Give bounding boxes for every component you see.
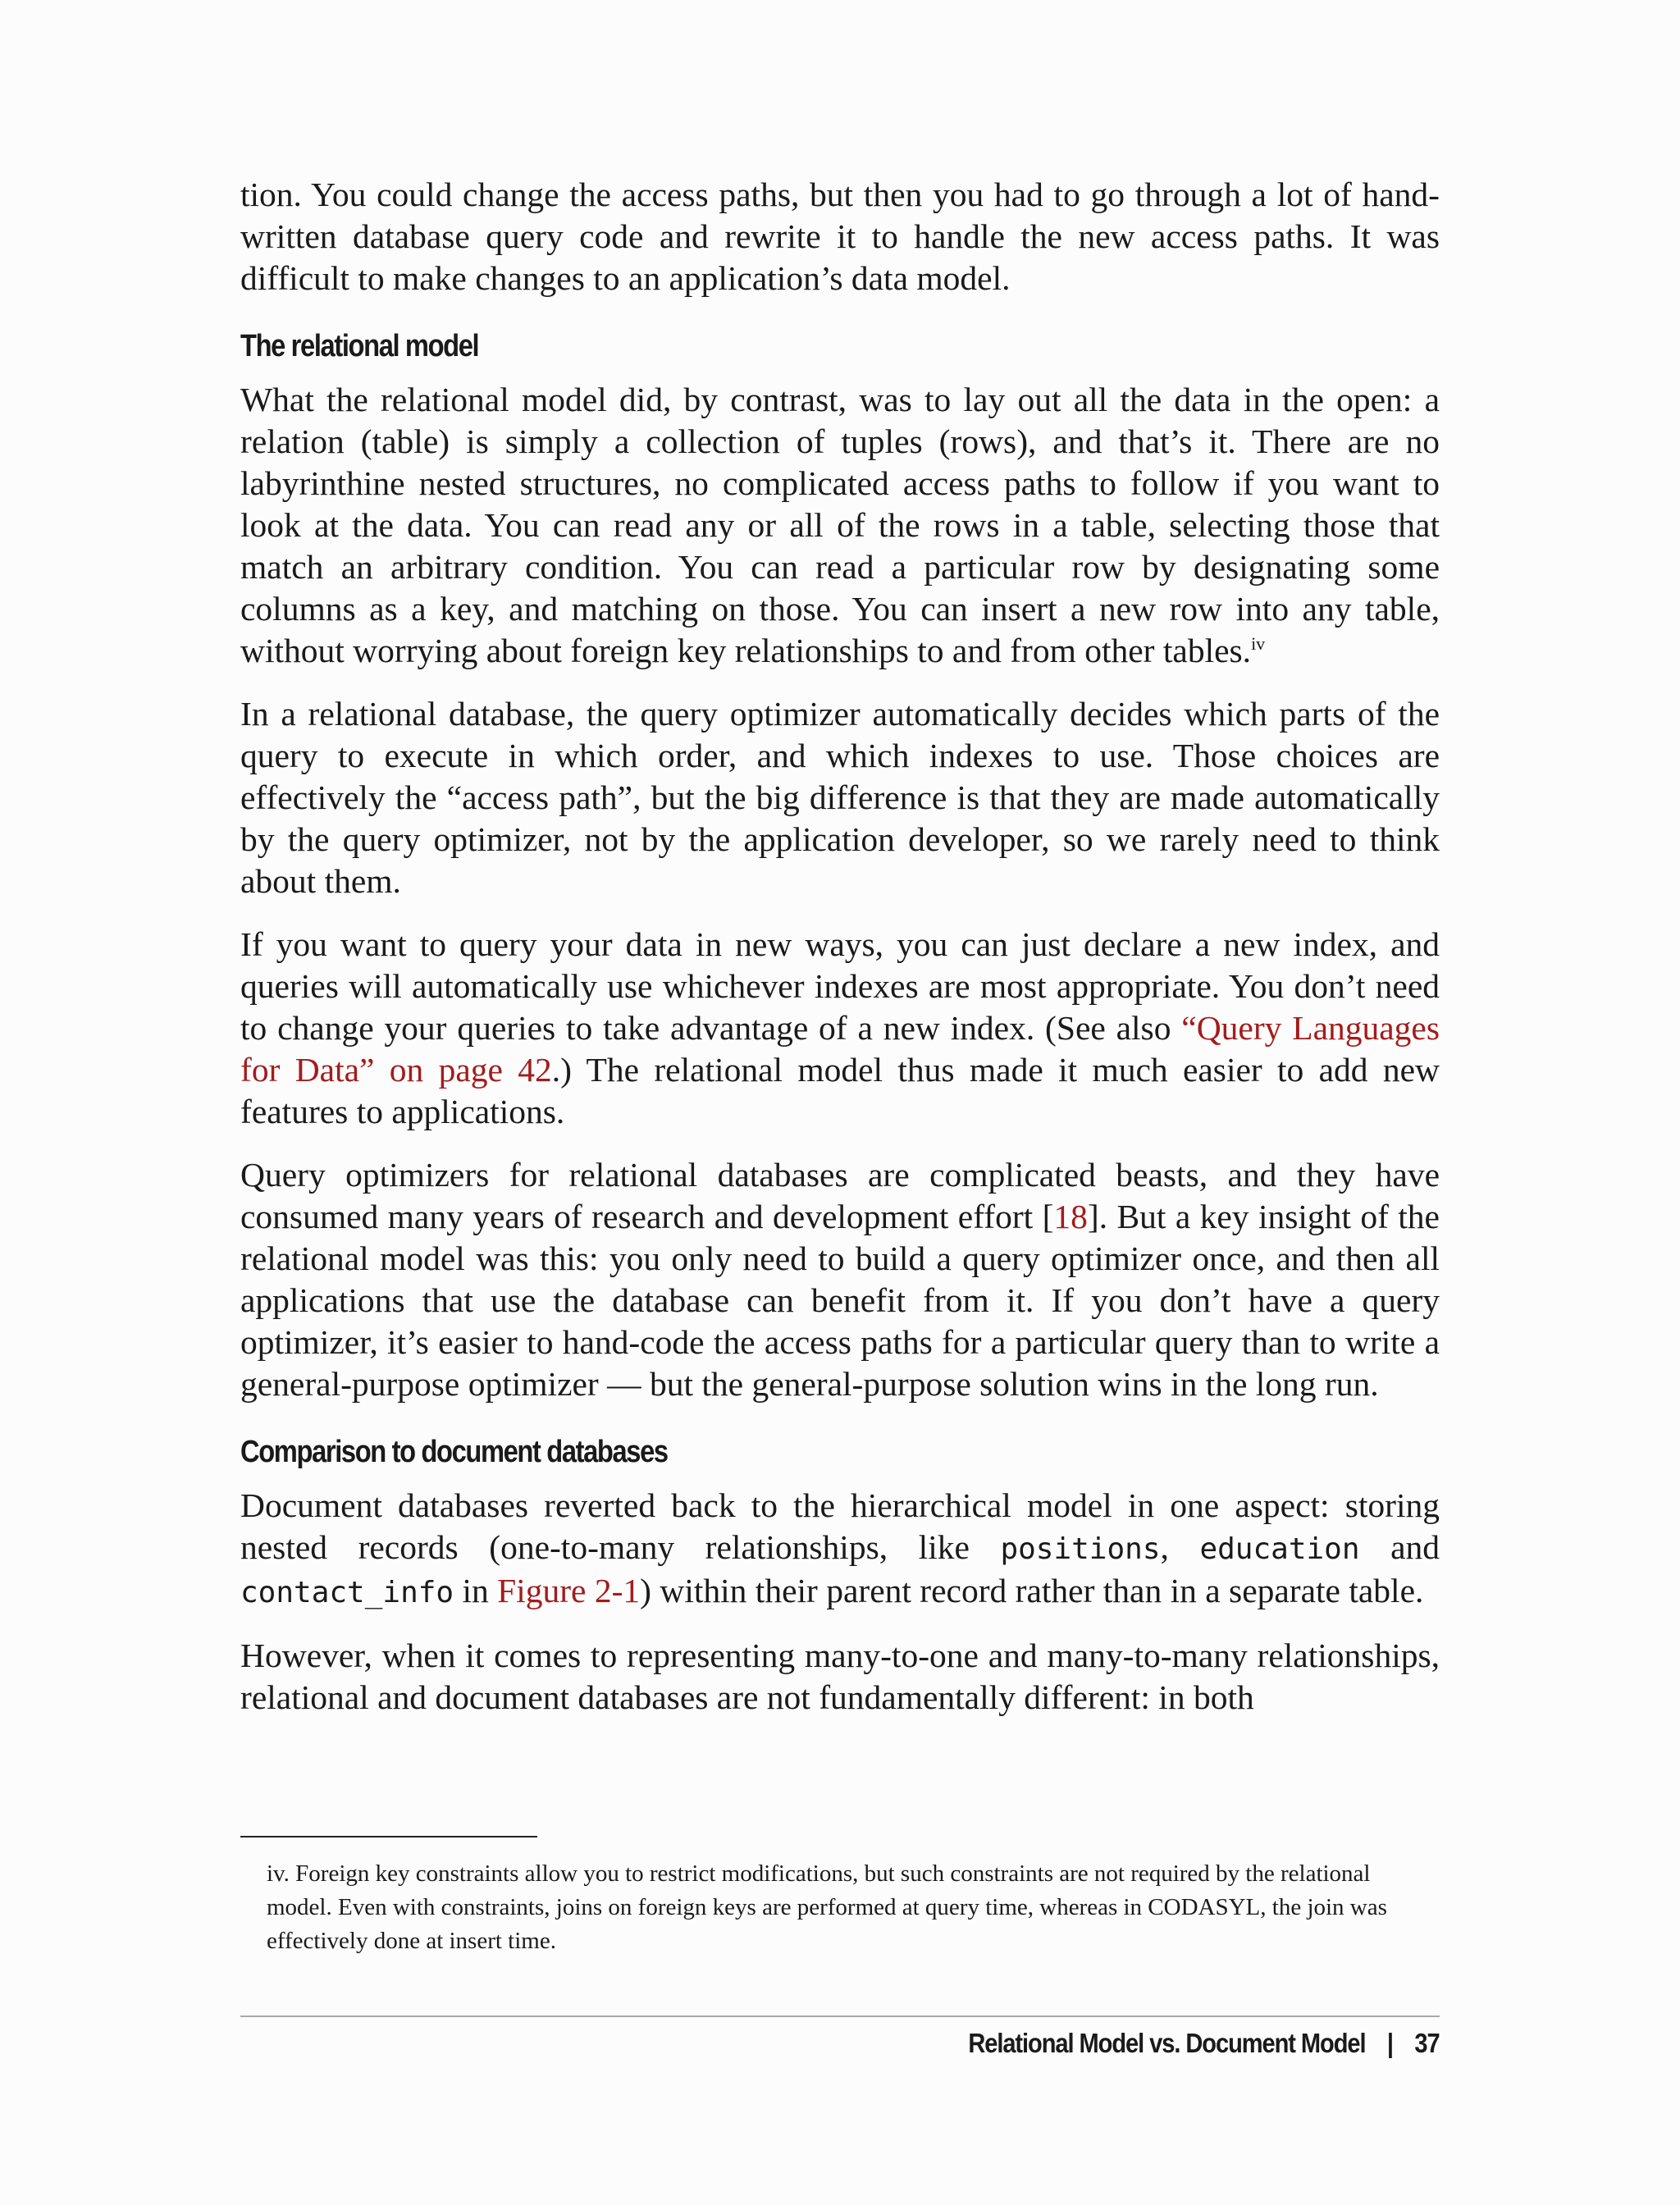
code-education: education xyxy=(1199,1532,1360,1566)
paragraph-text: and xyxy=(1359,1528,1440,1566)
running-footer-title: Relational Model vs. Document Model xyxy=(968,2028,1366,2058)
figure-reference-link[interactable]: Figure 2-1 xyxy=(497,1572,641,1609)
paragraph-many-relationships: However, when it comes to representing many-to-one and many-to-many relationships, relational and document databases are not fundamentally different: in both xyxy=(240,1637,1440,1716)
paragraph-text: ) within their parent record rather than in a separate table. xyxy=(640,1572,1424,1609)
footer-divider xyxy=(240,2016,1440,2017)
page-body xyxy=(240,174,1440,1740)
paragraph-text: in xyxy=(454,1572,498,1609)
paragraph-relational-model xyxy=(240,379,1440,672)
paragraph-text: Document databases reverted back to the hierarchical model in one aspect: storing nested records (one-to-many relationships, like xyxy=(240,1486,1440,1566)
citation-link[interactable]: 18 xyxy=(1053,1198,1088,1235)
paragraph-text: ]. But a key insight of the relational model was this: you only need to build a query optimizer once, and then all applications that use the database can benefit from it. If you don’t have a query optimizer, it’s easier to hand-code the access paths for a particular query than to write a general-purpose optimizer — but the general-purpose solution wins in the long run. xyxy=(240,1198,1440,1403)
footnote-iv: iv. Foreign key constraints allow you to restrict modifications, but such constraints are not required by the relational model. Even with constraints, joins on foreign keys are performed at query time, whereas in CODASYL, the join was effectively done at insert time. xyxy=(267,1860,1387,1954)
footnote-divider xyxy=(240,1836,537,1838)
section-heading-document-databases: Comparison to document databases xyxy=(240,1435,668,1469)
section-heading-relational-model: The relational model xyxy=(240,329,479,363)
page-number: 37 xyxy=(1414,2028,1440,2058)
paragraph-query-optimizer: In a relational database, the query optimizer automatically decides which parts of the query to execute in which order, and which indexes to use. Those choices are effectively the “access path”, but the big difference is that they are made automatically by the query optimizer, not by the application developer, so we rarely need to think about them. xyxy=(240,695,1440,900)
cross-reference-link[interactable]: “Query Languages for Data” on page 42 xyxy=(240,1009,1440,1089)
code-contact-info: contact_info xyxy=(240,1576,454,1609)
paragraph-optimizer-insight xyxy=(240,1154,1440,1405)
code-positions: positions xyxy=(1000,1532,1161,1566)
paragraph-text: What the relational model did, by contrast, was to lay out all the data in the open: a relation (table) is simply a collection of tuples (rows), and that’s it. There are no labyrinthine nested structures, no complicated access paths to follow if you want to look at the data. You can read any or all of the rows in a table, selecting those that match an arbitrary condition. You can read a particular row by designating some columns as a key, and matching on those. You can insert a new row into any table, without worrying about foreign key relationships to and from other tables. xyxy=(240,381,1440,669)
paragraph-text: Query optimizers for relational databases are complicated beasts, and they have consumed many years of research and development effort [ xyxy=(240,1156,1440,1235)
paragraph-text: , xyxy=(1160,1528,1200,1566)
paragraph-text: If you want to query your data in new ways, you can just declare a new index, and queries will automatically use whichever indexes are most appropriate. You don’t need to change your queries to take advantage of a new index. (See also xyxy=(240,925,1440,1047)
paragraph-document-databases xyxy=(240,1485,1440,1614)
footer-separator: | xyxy=(1387,2028,1394,2058)
paragraph-continuation: tion. You could change the access paths, but then you had to go through a lot of hand-written database query code and rewrite it to handle the new access paths. It was difficult to make changes to an application’s data model. xyxy=(240,176,1440,297)
page-footer xyxy=(969,2028,1440,2059)
paragraph-new-index xyxy=(240,924,1440,1133)
paragraph-text: .) The relational model thus made it much easier to add new features to applications. xyxy=(240,1051,1440,1130)
footnote-marker[interactable]: iv xyxy=(1251,633,1266,655)
